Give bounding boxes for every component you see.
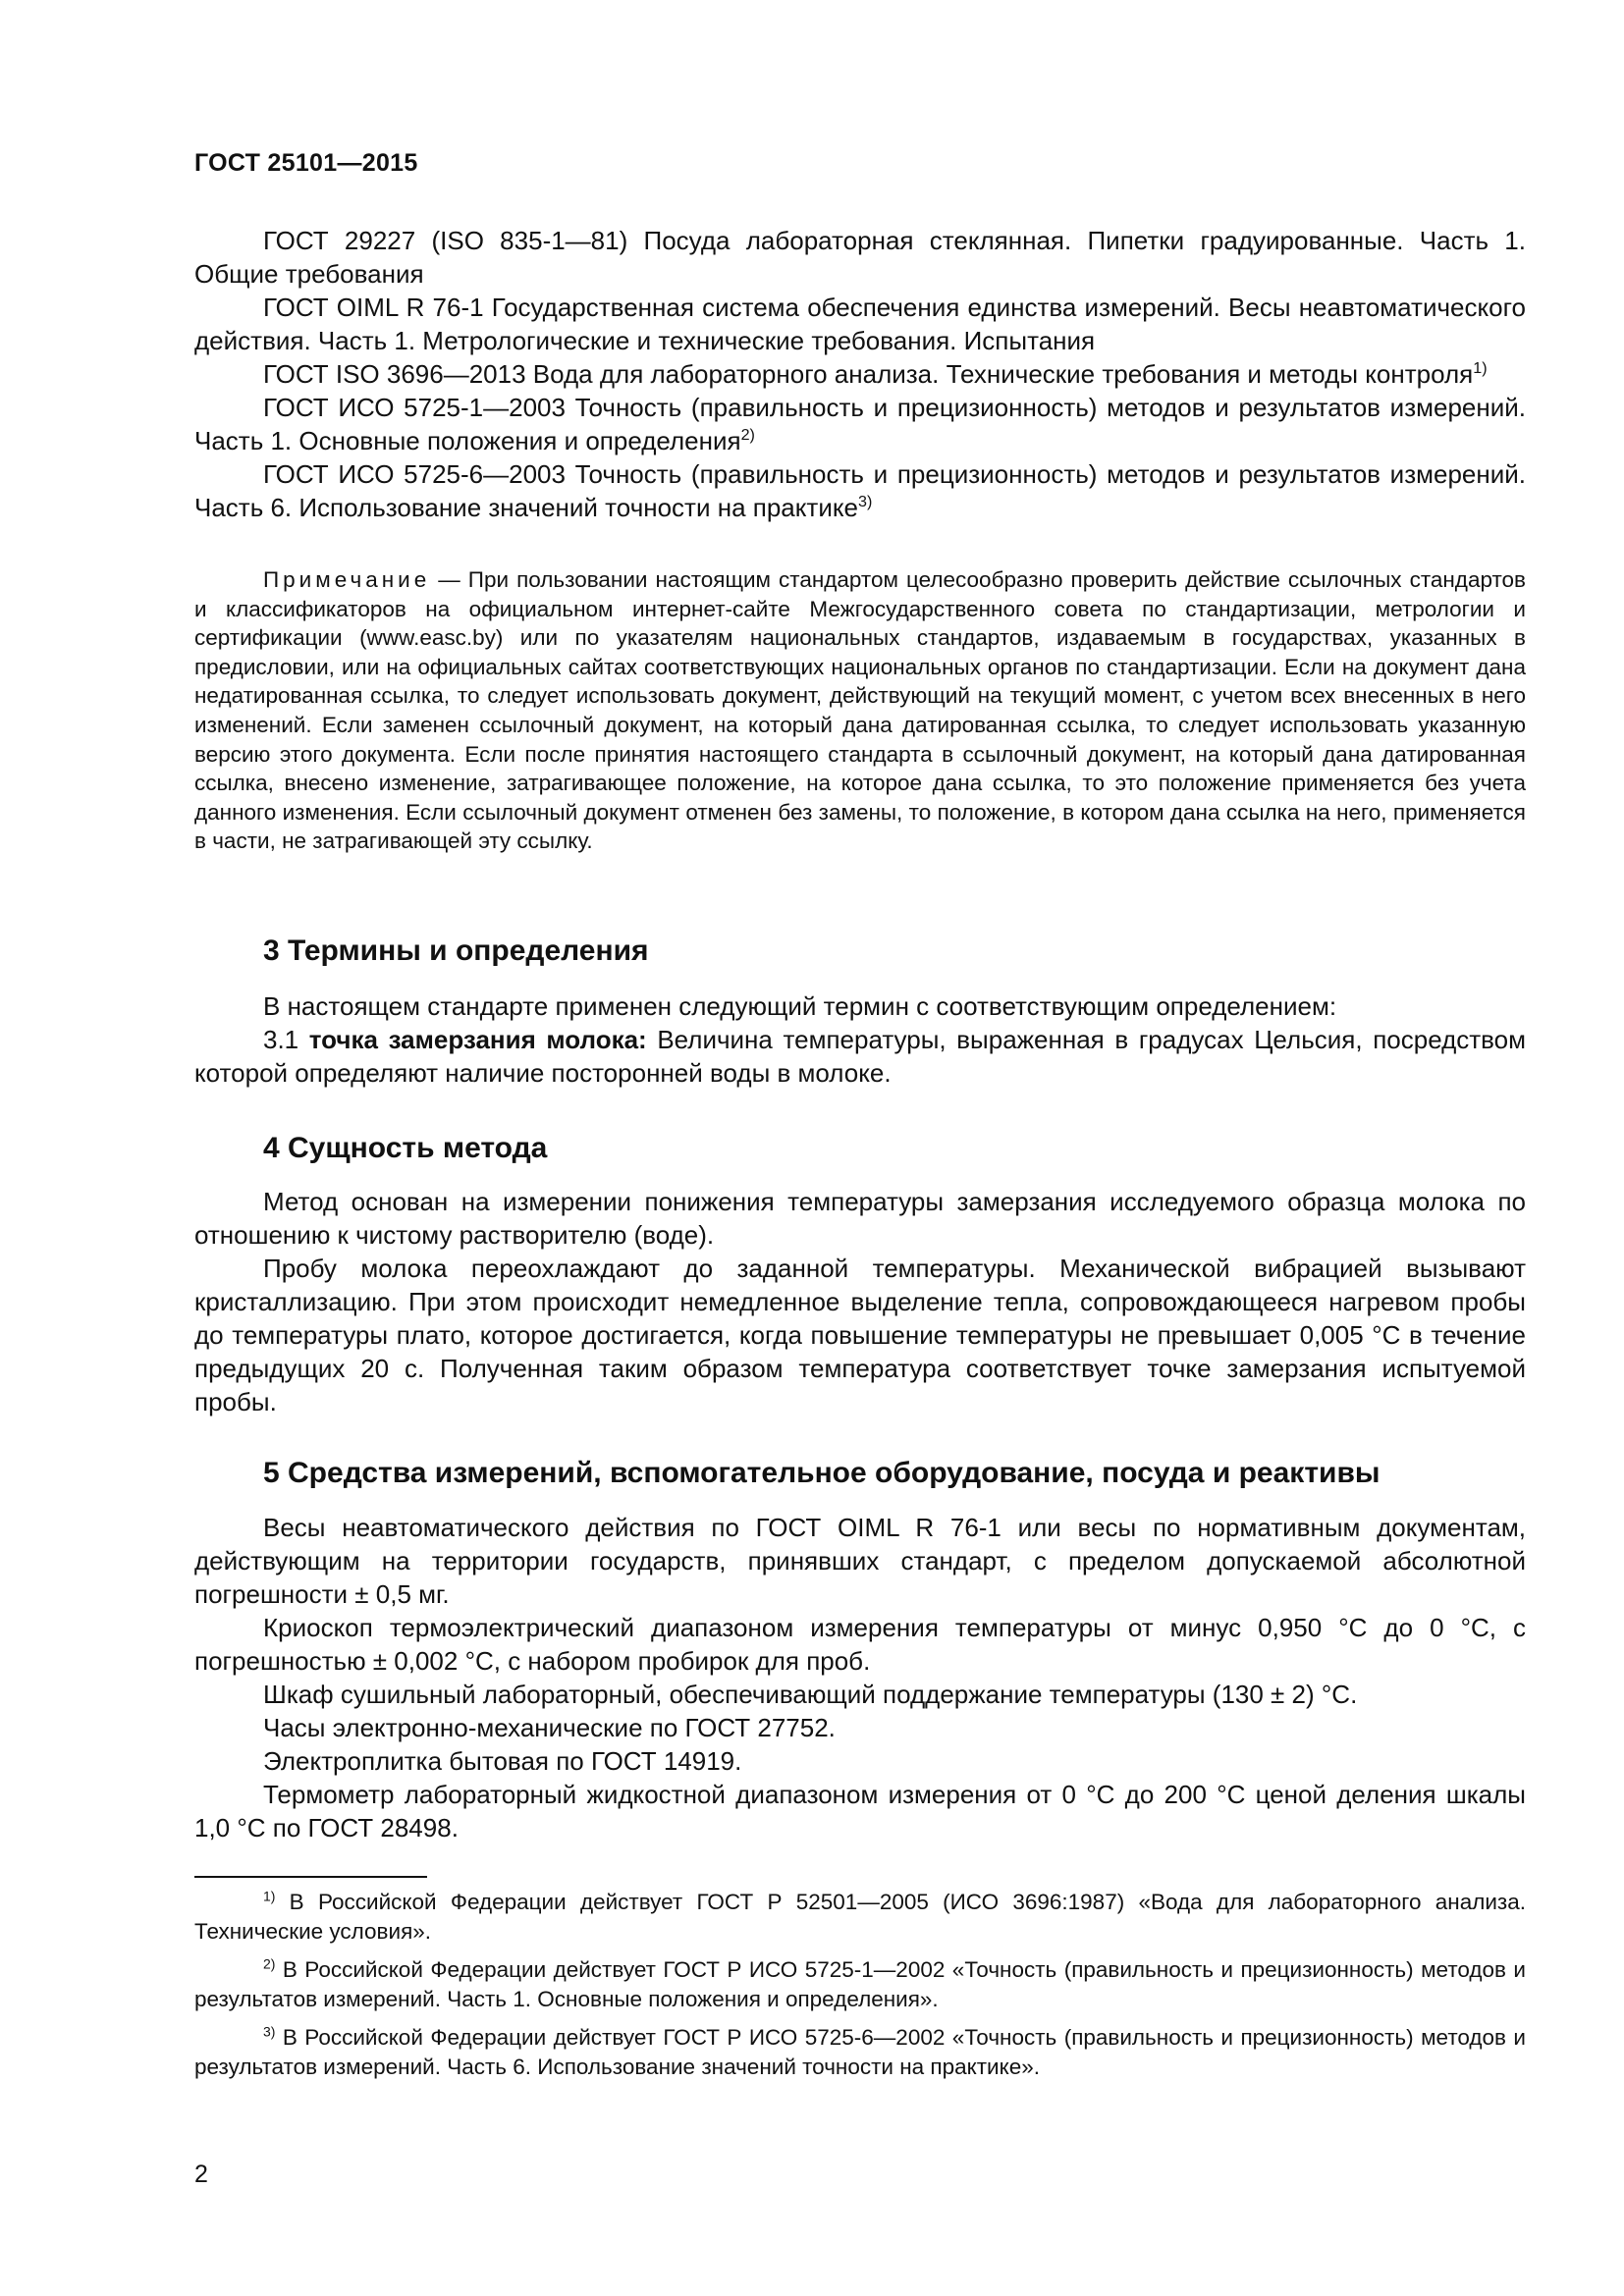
- footnote-marker[interactable]: 3): [857, 493, 873, 511]
- reference-item: [194, 391, 1526, 457]
- reference-text: ГОСТ ИСО 5725-1—2003 Точность (правильность и прецизионность) методов и результатов измерений. Часть 1. Основные положения и определения: [194, 393, 1526, 455]
- note-text: При пользовании настоящим стандартом целесообразно проверить действие ссылочных стандартов и классификаторов на официальном интернет-сайте Межгосударственного совета по стандартизации, метрологии и сертификации (www.easc.by) или по указателям национальных стандартов, издаваемым в государствах, указанных в предисловии, или на официальных сайтах соответствующих национальных органов по стандартизации. Если на документ дана недатированная ссылка, то следует использовать документ, действующий на текущий момент, с учетом всех внесенных в него изменений. Если заменен ссылочный документ, на который дана датированная ссылка, то следует использовать указанную версию этого документа. Если после принятия настоящего стандарта в ссылочный документ, на который дана датированная ссылка, внесено изменение, затрагивающее положение, на которое дана ссылка, то это положение применяется без учета данного изменения. Если ссылочный документ отменен без замены, то положение, в котором дана ссылка на него, применяется в части, не затрагивающей эту ссылку.: [194, 567, 1526, 854]
- footnote-number: 2): [263, 1955, 276, 1972]
- footnote-marker[interactable]: 2): [740, 426, 755, 445]
- note-dash: —: [430, 567, 468, 592]
- footnote: [194, 1955, 1526, 2013]
- term-definition-text: Величина температуры, выраженная в градусах Цельсия, посредством которой определяют наличие посторонней воды в молоке.: [194, 1025, 1527, 1088]
- footnote-marker[interactable]: 1): [1473, 359, 1488, 378]
- footnote: [194, 1888, 1526, 1946]
- paragraph: Электроплитка бытовая по ГОСТ 14919.: [263, 1746, 742, 1776]
- section-5-body: [194, 1511, 1526, 1844]
- reference-item: [194, 291, 1526, 357]
- normative-references: [194, 224, 1526, 524]
- paragraph: Пробу молока переохлаждают до заданной температуры. Механической вибрацией вызывают кристаллизацию. При этом происходит немедленное выделение тепла, сопровождающееся нагревом пробы до температуры плато, которое достигается, когда повышение температуры не превышает 0,005 °С в течение предыдущих 20 с. Полученная таким образом температура соответствует точке замерзания испытуемой пробы.: [194, 1254, 1526, 1416]
- document-code-header: ГОСТ 25101—2015: [194, 149, 418, 177]
- term-name: точка замерзания молока:: [308, 1025, 647, 1054]
- footnote-divider: [194, 1876, 427, 1878]
- footnote: [194, 2023, 1526, 2081]
- footnote-text: В Российской Федерации действует ГОСТ Р 52501—2005 (ИСО 3696:1987) «Вода для лабораторного анализа. Технические условия».: [194, 1890, 1526, 1944]
- reference-text: ГОСТ OIML R 76-1 Государственная система обеспечения единства измерений. Весы неавтоматического действия. Часть 1. Метрологические и технические требования. Испытания: [194, 293, 1526, 355]
- references-note: [194, 565, 1526, 856]
- paragraph: Термометр лабораторный жидкостной диапазоном измерения от 0 °С до 200 °С ценой деления шкалы 1,0 °С по ГОСТ 28498.: [194, 1780, 1526, 1842]
- reference-text: ГОСТ 29227 (ISO 835-1—81) Посуда лабораторная стеклянная. Пипетки градуированные. Часть 1. Общие требования: [194, 226, 1526, 289]
- paragraph: Шкаф сушильный лабораторный, обеспечивающий поддержание температуры (130 ± 2) °С.: [263, 1680, 1358, 1709]
- footnote-text: В Российской Федерации действует ГОСТ Р ИСО 5725-1—2002 «Точность (правильность и прецизионность) методов и результатов измерений. Часть 1. Основные положения и определения».: [194, 1957, 1526, 2011]
- section-4-body: [194, 1185, 1526, 1418]
- term-number: 3.1: [263, 1025, 309, 1054]
- paragraph: Весы неавтоматического действия по ГОСТ OIML R 76-1 или весы по нормативным документам, действующим на территории государств, принявших стандарт, с пределом допускаемой абсолютной погрешности ± 0,5 мг.: [194, 1513, 1526, 1609]
- reference-text: ГОСТ ISO 3696—2013 Вода для лабораторного анализа. Технические требования и методы контроля: [263, 359, 1474, 389]
- reference-item: [194, 357, 1526, 391]
- paragraph: Часы электронно-механические по ГОСТ 27752.: [263, 1713, 836, 1742]
- note-label: Примечание: [263, 567, 431, 592]
- section-3-intro: В настоящем стандарте применен следующий термин с соответствующим определением:: [263, 991, 1337, 1021]
- section-5-heading: 5 Средства измерений, вспомогательное оборудование, посуда и реактивы: [263, 1457, 1380, 1489]
- reference-item: [194, 224, 1526, 291]
- footnote-number: 1): [263, 1888, 276, 1904]
- footnotes: [194, 1888, 1526, 2092]
- footnote-text: В Российской Федерации действует ГОСТ Р ИСО 5725-6—2002 «Точность (правильность и прецизионность) методов и результатов измерений. Часть 6. Использование значений точности на практике».: [194, 2025, 1526, 2079]
- paragraph: Криоскоп термоэлектрический диапазоном измерения температуры от минус 0,950 °С до 0 °С, с погрешностью ± 0,002 °С, с набором пробирок для проб.: [194, 1613, 1526, 1676]
- section-3-body: [194, 989, 1526, 1090]
- reference-item: [194, 457, 1526, 524]
- section-4-heading: 4 Сущность метода: [263, 1132, 548, 1164]
- footnote-number: 3): [263, 2023, 276, 2040]
- reference-text: ГОСТ ИСО 5725-6—2003 Точность (правильность и прецизионность) методов и результатов измерений. Часть 6. Использование значений точности на практике: [194, 459, 1526, 522]
- section-3-heading: 3 Термины и определения: [263, 934, 649, 967]
- term-definition: [194, 1023, 1526, 1090]
- page-number: 2: [194, 2161, 208, 2188]
- paragraph: Метод основан на измерении понижения температуры замерзания исследуемого образца молока по отношению к чистому растворителю (воде).: [194, 1187, 1526, 1250]
